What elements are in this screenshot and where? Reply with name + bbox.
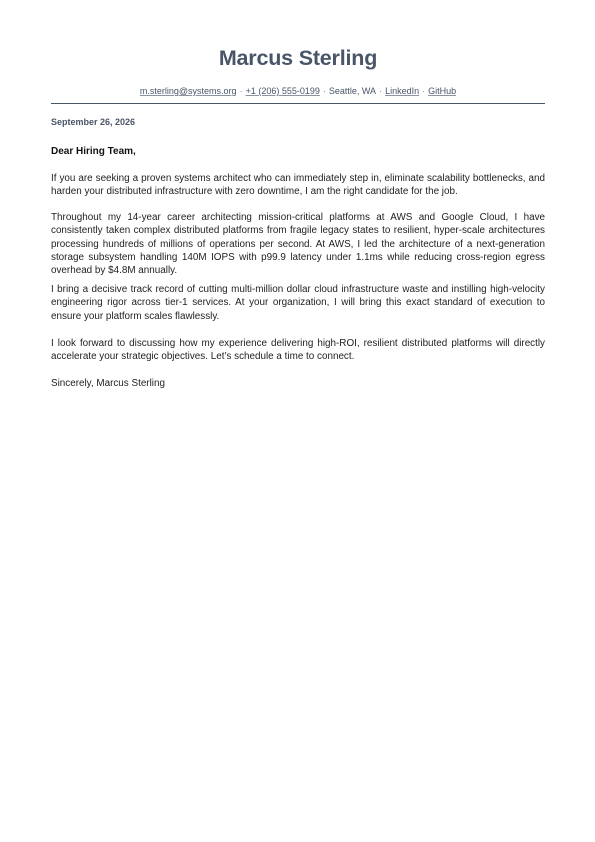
applicant-name: Marcus Sterling [218, 46, 378, 70]
body-paragraph-3: I bring a decisive track record of cutting multi-million dollar cloud infrastructure waste and instilling high-velocity engineering rigor across tier-1 services. At your organization, I will bring this exact standard of execution to ensure your platform scales flawlessly. [51, 284, 545, 322]
location-text: Seattle, WA [328, 86, 377, 96]
contact-separator: · [379, 86, 383, 96]
letter-date: September 26, 2026 [51, 117, 136, 127]
body-paragraph-4: I look forward to discussing how my experience delivering high-ROI, resilient distributed platforms will directly accelerate your strategic objectives. Let’s schedule a time to connect. [51, 338, 545, 363]
closing-signature: Sincerely, Marcus Sterling [51, 378, 165, 389]
body-paragraph-2: Throughout my 14-year career architecting mission-critical platforms at AWS and Google Cloud, I have consistently taken complex distributed platforms from fragile legacy states to resilient, hyper-scale architectures processing hundreds of millions of operations per second. At AWS, I led the architecture of a next-generation storage subsystem handling 140M IOPS with p99.9 latency under 1.1ms while reducing cross-region egress overhead by $4.8M annually. [51, 212, 545, 277]
linkedin-link[interactable]: LinkedIn [385, 86, 420, 96]
body-paragraph-1: If you are seeking a proven systems architect who can immediately step in, eliminate scalability bottlenecks, and harden your distributed infrastructure with zero downtime, I am the right candidate for the job. [51, 173, 545, 198]
contact-line [51, 86, 545, 96]
email-link[interactable]: m.sterling@systems.org [139, 86, 237, 96]
header-divider [51, 103, 545, 104]
contact-separator: · [422, 86, 426, 96]
phone-link[interactable]: +1 (206) 555-0199 [245, 86, 320, 96]
salutation: Dear Hiring Team, [51, 146, 136, 157]
github-link[interactable]: GitHub [428, 86, 457, 96]
contact-separator: · [239, 86, 243, 96]
contact-separator: · [322, 86, 326, 96]
